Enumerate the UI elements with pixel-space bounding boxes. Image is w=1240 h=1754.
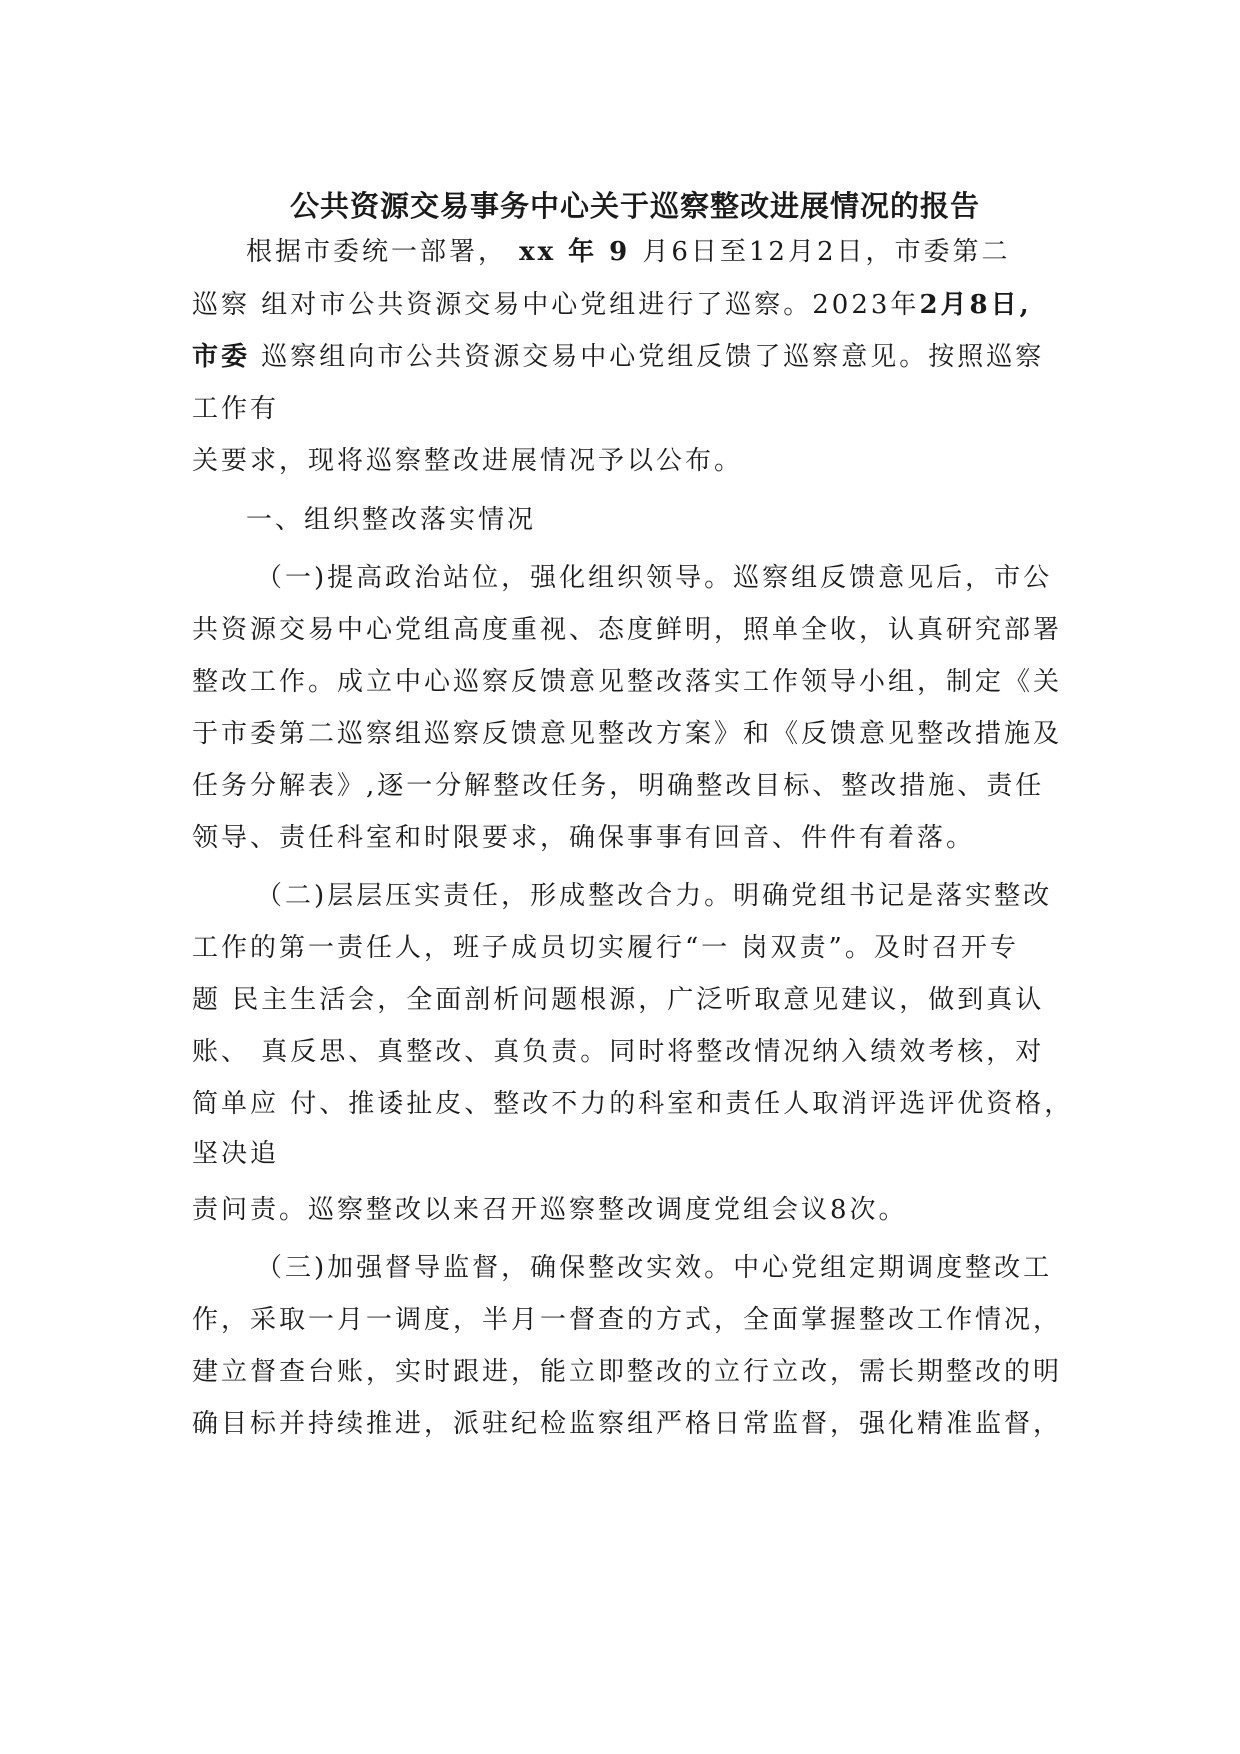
intro-line-4: 工作有 [192,394,280,424]
intro-bold: 市委 [192,342,251,372]
intro-line-3 [192,337,1044,377]
intro-line-1 [246,232,1011,272]
intro-text: 巡察组向市公共资源交易中心党组反馈了巡察意见。按照巡察 [250,342,1045,372]
paragraph-line: 工作的第一责任人，班子成员切实履行“一 岗双责”。及时召开专 [192,933,1019,963]
intro-text: 月6日至12月2日，市委第二 [642,237,1011,267]
paragraph-line: （一)提高政治站位，强化组织领导。巡察组反馈意见后，市公 [256,563,1053,593]
paragraph-line: 确目标并持续推进，派驻纪检监察组严格日常监督，强化精准监督， [192,1409,1063,1439]
paragraph-line: 账、 真反思、真整改、真负责。同时将整改情况纳入绩效考核，对 [192,1037,1045,1067]
paragraph-line: 简单应 付、推诿扯皮、整改不力的科室和责任人取消评选评优资格， [192,1089,1074,1119]
paragraph-line: 责问责。巡察整改以来召开巡察整改调度党组会议8次。 [192,1195,908,1225]
intro-text: 根据市委统一部署， [246,237,508,267]
paragraph-line: 题 民主生活会，全面剖析问题根源，广泛听取意见建议，做到真认 [192,985,1045,1015]
paragraph-line: 任务分解表》,逐一分解整改任务，明确整改目标、整改措施、责任 [192,771,1045,801]
intro-line-5: 关要求，现将巡察整改进展情况予以公布。 [192,446,744,476]
paragraph-line: 整改工作。成立中心巡察反馈意见整改落实工作领导小组，制定《关 [192,667,1063,697]
paragraph-line: 建立督查台账，实时跟进，能立即整改的立行立改，需长期整改的明 [192,1357,1063,1387]
document-title: 公共资源交易事务中心关于巡察整改进展情况的报告 [289,189,980,223]
paragraph-line: （三)加强督导监督，确保整改实效。中心党组定期调度整改工 [256,1253,1053,1283]
paragraph-line: （二)层层压实责任，形成整改合力。明确党组书记是落实整改 [256,881,1053,911]
paragraph-line: 坚决追 [192,1139,280,1169]
intro-text: 巡察 组对市公共资源交易中心党组进行了巡察。2023年 [192,290,920,320]
intro-line-2 [192,285,1032,325]
paragraph-line: 共资源交易中心党组高度重视、态度鲜明，照单全收，认真研究部署 [192,615,1063,645]
intro-date: 2月8日, [919,290,1032,320]
section-heading: 一、组织整改落实情况 [246,505,537,535]
intro-year: xx 年 9 [507,237,643,267]
paragraph-line: 领导、责任科室和时限要求，确保事事有回音、件件有着落。 [192,823,976,853]
paragraph-line: 作，采取一月一调度，半月一督查的方式，全面掌握整改工作情况， [192,1305,1063,1335]
paragraph-line: 于市委第二巡察组巡察反馈意见整改方案》和《反馈意见整改措施及 [192,719,1063,749]
